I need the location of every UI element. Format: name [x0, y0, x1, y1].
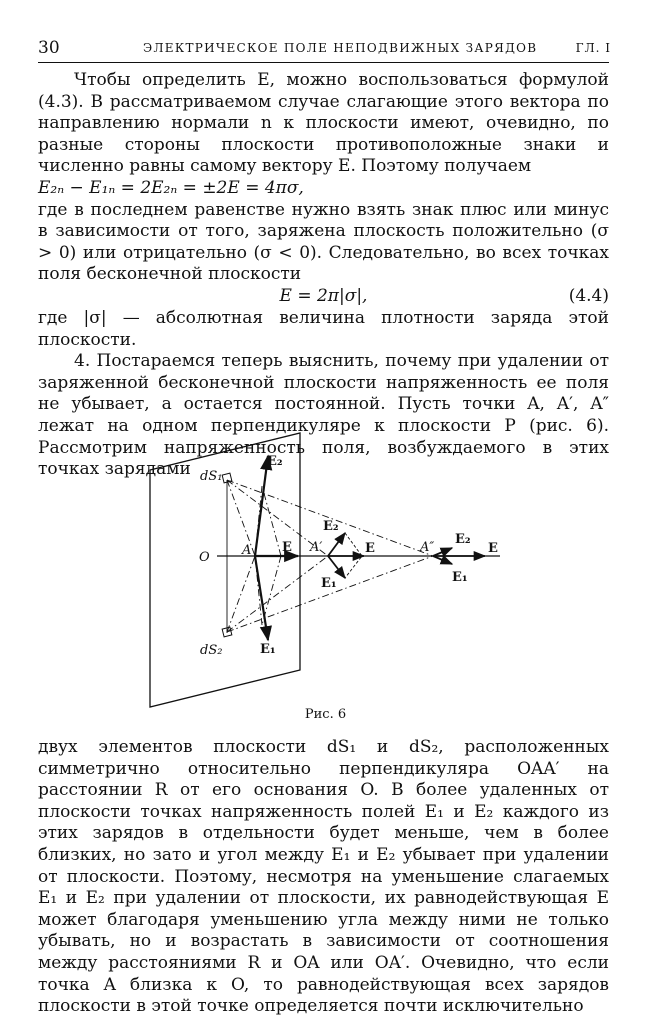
label-ds2: dS₂: [200, 643, 223, 658]
page-number: 30: [38, 38, 60, 58]
label-e2-at-a1: E₂: [323, 519, 339, 534]
running-head: ЭЛЕКТРИЧЕСКОЕ ПОЛЕ НЕПОДВИЖНЫХ ЗАРЯДОВ: [143, 41, 538, 55]
vectors-at-a2: [433, 548, 485, 564]
paragraph-2: где в последнем равенстве нужно взять знак плюс или минус в зависимости от того, заряжена плоскость положительно (σ > 0) или отрицательно (σ < 0). Следовательно, во всех точках поля бесконечной плоскости: [38, 199, 609, 285]
paragraph-3: где |σ| — абсолютная величина плотности заряда этой плоскости.: [38, 307, 609, 350]
figure-caption: Рис. 6: [304, 707, 347, 722]
equation-2: E = 2π|σ|,: [279, 285, 368, 306]
vectors-at-a1: [328, 533, 364, 578]
vector-e2-at-a: [255, 456, 268, 556]
label-e2-at-a2: E₂: [455, 532, 471, 547]
label-e-at-a1: E: [365, 541, 375, 556]
label-e1-bottom: E₁: [260, 642, 276, 657]
label-ds1: dS₁: [200, 469, 223, 484]
paragraph-4: 4. Постараемся теперь выяснить, почему при удалении от заряженной бесконечной плоскости напряженность ее поля не убывает, а остается постоянной. Пусть точки A, A′, A″ лежат на одном перпендикуляре к плоскости P (рис. 6). Рассмотрим напряженность поля, возбуждаемого в этих точках зарядами: [38, 351, 609, 480]
chapter-label: ГЛ. I: [575, 41, 611, 55]
label-a: A: [242, 543, 252, 558]
text-bottom: [38, 737, 609, 1018]
label-e2-top: E₂: [267, 454, 283, 469]
label-e1-at-a1: E₁: [321, 576, 337, 591]
label-e1-at-a2: E₁: [452, 570, 468, 585]
text-top: [38, 70, 609, 481]
figure-6: [140, 425, 520, 710]
paragraph-5: двух элементов плоскости dS₁ и dS₂, расположенных симметрично относительно перпендикуляра OAA′ на расстоянии R от его основания O. В более удаленных от плоскости точках напряженность полей E₁ и E₂ каждого из этих зарядов в отдельности будет меньше, чем в более близких, но зато и угол между E₁ и E₂ убывает при удалении от плоскости. Поэтому, несмотря на уменьшение слагаемых E₁ и E₂ при удалении от плоскости, их равнодействующая E может благодаря уменьшению угла между ними не только убывать, но и возрастать в зависимости от соотношения между расстояниями R и OA или OA′. Очевидно, что если точка A близка к O, то равнодействующая всех зарядов плоскости в этой точке определяется почти исключительно: [38, 737, 609, 1017]
label-a1: A′: [310, 540, 323, 555]
paragraph-1: Чтобы определить E, можно воспользоваться формулой (4.3). В рассматриваемом случае слагающие этого вектора по направлению нормали n к плоскости имеют, очевидно, по разные стороны плоскости противоположные знаки и численно равны самому вектору E. Поэтому получаем: [38, 70, 609, 177]
equation-2-row: [38, 286, 609, 308]
vector-e1-at-a: [255, 556, 268, 640]
equation-1: E₂ₙ − E₁ₙ = 2E₂ₙ = ±2E = 4πσ,: [38, 177, 304, 198]
label-a2: A″: [420, 540, 435, 555]
header-rule: [38, 62, 609, 63]
label-o: O: [199, 550, 210, 565]
label-e-at-a2: E: [488, 541, 498, 556]
page-header: [38, 38, 611, 60]
equation-2-number: (4.4): [568, 285, 609, 306]
label-e-at-a: E: [282, 540, 292, 555]
